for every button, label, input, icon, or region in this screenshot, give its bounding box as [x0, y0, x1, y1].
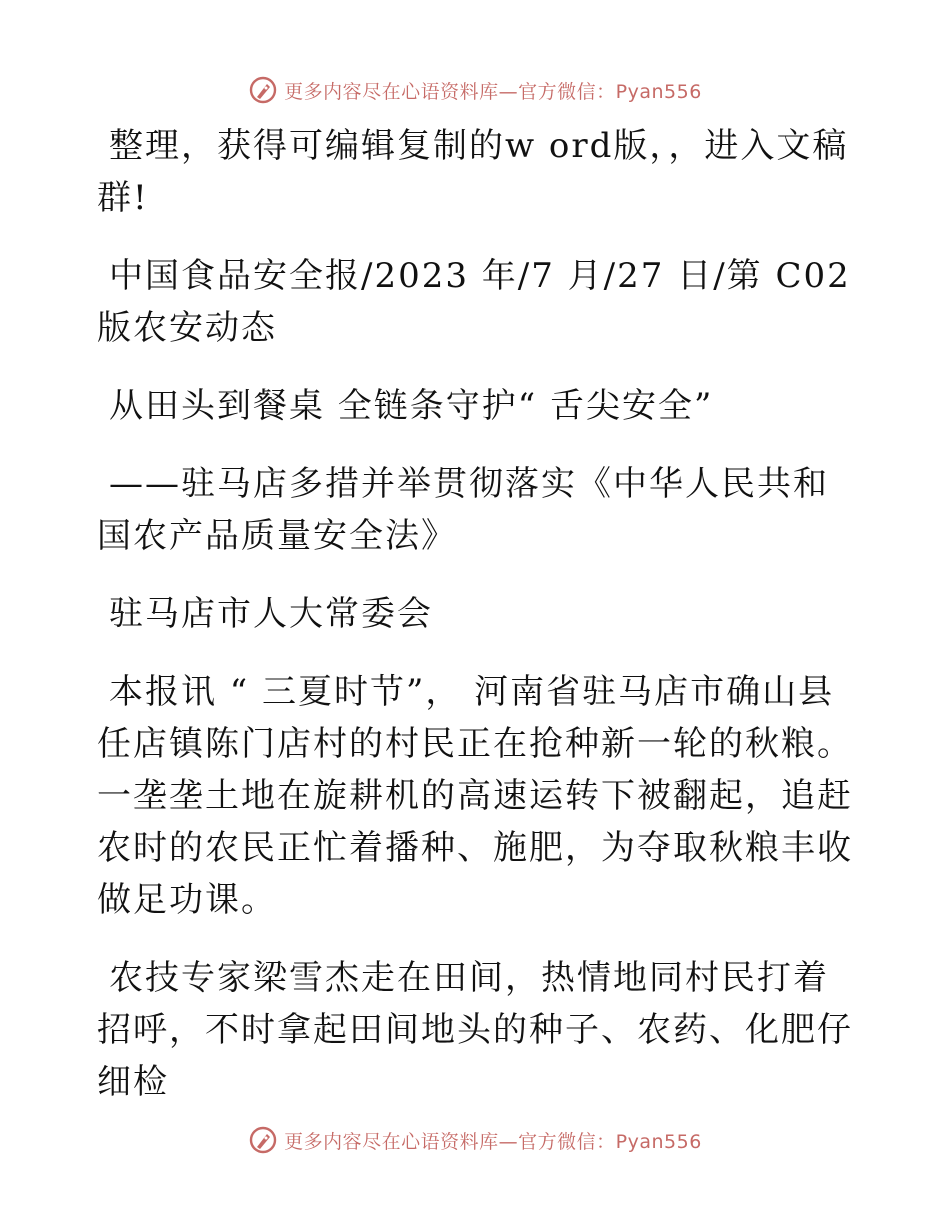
pen-nib-circle-icon: [248, 1125, 278, 1155]
source-line: 中国食品安全报/2023 年/7 月/27 日/第 C02 版农安动态: [97, 256, 851, 348]
header-banner: [0, 70, 950, 110]
headline: 从田头到餐桌 全链条守护“ 舌尖安全”: [109, 386, 714, 426]
pen-nib-circle-icon: [248, 75, 278, 105]
paragraph: 本报讯 “ 三夏时节”， 河南省驻马店市确山县任店镇陈门店村的村民正在抢种新一轮的秋粮。一垄垄土地在旋耕机的高速运转下被翻起，追赶农时的农民正忙着播种、施肥，为夺取秋粮丰收做足功课。: [97, 672, 853, 920]
footer-banner-text: 更多内容尽在心语资料库—官方微信：Pyan556: [284, 1130, 702, 1153]
subheadline: ——驻马店多措并举贯彻落实《中华人民共和国农产品质量安全法》: [97, 464, 829, 556]
header-banner-text: 更多内容尽在心语资料库—官方微信：Pyan556: [284, 80, 702, 103]
footer-banner: [0, 1120, 950, 1160]
paragraph: 农技专家梁雪杰走在田间，热情地同村民打着招呼，不时拿起田间地头的种子、农药、化肥仔细检: [97, 958, 853, 1102]
author-line: 驻马店市人大常委会: [109, 594, 433, 634]
intro-text: 整理，获得可编辑复制的w ord版，，进入文稿群!: [97, 126, 849, 218]
document-body: [97, 120, 857, 1134]
